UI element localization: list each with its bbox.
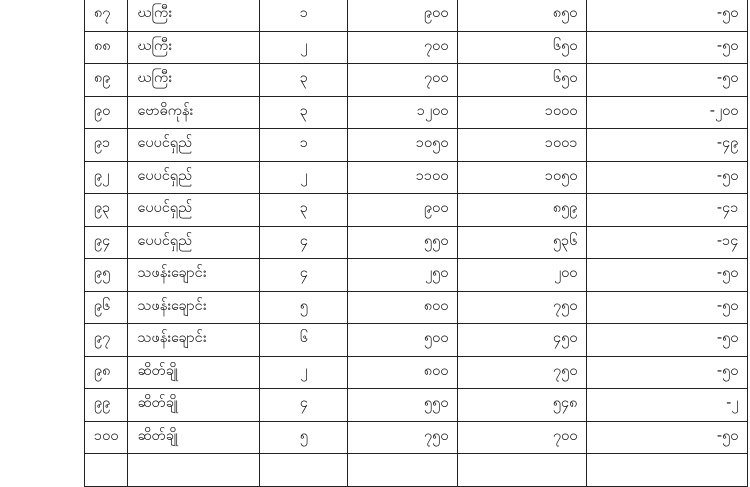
table-row [85,389,748,422]
amount-original: ၅၀၀ [348,324,458,357]
amount-difference: -၅၀ [587,259,748,292]
item-quantity: ၁ [260,0,348,31]
table-row [85,0,748,31]
item-quantity: ၂ [260,356,348,389]
amount-difference: -၄၉ [587,129,748,162]
table-row [85,356,748,389]
table-row [85,31,748,64]
row-number: ၉၅ [85,259,128,292]
item-name: ပေပင်ရှည် [128,194,260,227]
amount-original: ၈၀၀ [348,291,458,324]
table-row [85,421,748,454]
table-row [85,129,748,162]
amount-difference: -၅၀ [587,421,748,454]
amount-difference: -၅၀ [587,291,748,324]
amount-revised: ၂၀၀ [458,259,587,292]
amount-difference: -၂၀၀ [587,96,748,129]
amount-difference: -၅၀ [587,161,748,194]
amount-difference: -၅၀ [587,356,748,389]
ledger-table [84,0,748,487]
item-quantity: ၄ [260,389,348,422]
amount-original: ၂၅၀ [348,259,458,292]
amount-difference: -၁၄ [587,226,748,259]
item-name: ဃကြီး [128,0,260,31]
amount-revised: ၈၅၉ [458,194,587,227]
item-quantity: ၃ [260,64,348,97]
item-name: သဖန်းချောင်း [128,324,260,357]
item-quantity: ၁ [260,129,348,162]
amount-original: ၁၀၅၀ [348,129,458,162]
table-row [85,96,748,129]
amount-original: ၇၀၀ [348,64,458,97]
amount-original: ၉၀၀ [348,194,458,227]
amount-difference: -၅၀ [587,31,748,64]
amount-revised: ၆၅၀ [458,31,587,64]
row-number: ၈၇ [85,0,128,31]
amount-revised: ၅၄၈ [458,389,587,422]
amount-original: ၁၂၀၀ [348,96,458,129]
row-number: ၉၉ [85,389,128,422]
table-row [85,194,748,227]
item-name: သဖန်းချောင်း [128,259,260,292]
item-name: ပေပင်ရှည် [128,129,260,162]
item-name: သဖန်းချောင်း [128,291,260,324]
amount-revised: ၆၅၀ [458,64,587,97]
ledger-table-body [85,0,748,486]
amount-revised: ၇၅၀ [458,356,587,389]
item-name: ပေပင်ရှည် [128,161,260,194]
amount-revised: ၈၅၀ [458,0,587,31]
row-number: ၉၀ [85,96,128,129]
table-row [85,64,748,97]
amount-revised: ၁၀၅၀ [458,161,587,194]
amount-difference: -၂ [587,389,748,422]
item-quantity: ၅ [260,291,348,324]
table-row [85,454,748,487]
table-row [85,291,748,324]
amount-original: ၇၅၀ [348,421,458,454]
table-row [85,324,748,357]
row-number: ၉၁ [85,129,128,162]
item-quantity: ၃ [260,194,348,227]
row-number: ၉၈ [85,356,128,389]
table-row [85,226,748,259]
amount-revised: ၅၃၆ [458,226,587,259]
amount-original: ၁၁၀၀ [348,161,458,194]
amount-revised [458,454,587,487]
item-quantity: ၄ [260,259,348,292]
amount-original: ၈၀၀ [348,356,458,389]
item-name: ဆိတ်ချို [128,389,260,422]
amount-revised: ၇၀၀ [458,421,587,454]
amount-difference: -၅၀ [587,64,748,97]
item-quantity [260,454,348,487]
amount-difference: -၅၀ [587,324,748,357]
amount-revised: ၄၅၀ [458,324,587,357]
row-number: ၉၂ [85,161,128,194]
amount-original: ၅၅၀ [348,389,458,422]
row-number [85,454,128,487]
item-quantity: ၂ [260,31,348,64]
item-name: ဃကြီး [128,31,260,64]
row-number: ၉၃ [85,194,128,227]
amount-original: ၇၀၀ [348,31,458,64]
row-number: ၉၆ [85,291,128,324]
amount-revised: ၁၀၀၁ [458,129,587,162]
item-quantity: ၅ [260,421,348,454]
item-name: ဆိတ်ချို [128,356,260,389]
row-number: ၉၇ [85,324,128,357]
amount-original [348,454,458,487]
amount-original: ၉၀၀ [348,0,458,31]
item-quantity: ၄ [260,226,348,259]
table-row [85,259,748,292]
amount-difference [587,454,748,487]
row-number: ၈၈ [85,31,128,64]
table-row [85,161,748,194]
item-name: ပေပင်ရှည် [128,226,260,259]
item-name: ဃကြီး [128,64,260,97]
amount-difference: -၄၁ [587,194,748,227]
item-quantity: ၃ [260,96,348,129]
item-quantity: ၂ [260,161,348,194]
item-quantity: ၆ [260,324,348,357]
amount-revised: ၇၅၀ [458,291,587,324]
amount-difference: -၅၀ [587,0,748,31]
amount-revised: ၁၀၀၀ [458,96,587,129]
item-name: ဆိတ်ချို [128,421,260,454]
row-number: ၉၄ [85,226,128,259]
item-name: ဗောဓိကုန်း [128,96,260,129]
item-name [128,454,260,487]
row-number: ၁၀၀ [85,421,128,454]
amount-original: ၅၅၀ [348,226,458,259]
row-number: ၈၉ [85,64,128,97]
